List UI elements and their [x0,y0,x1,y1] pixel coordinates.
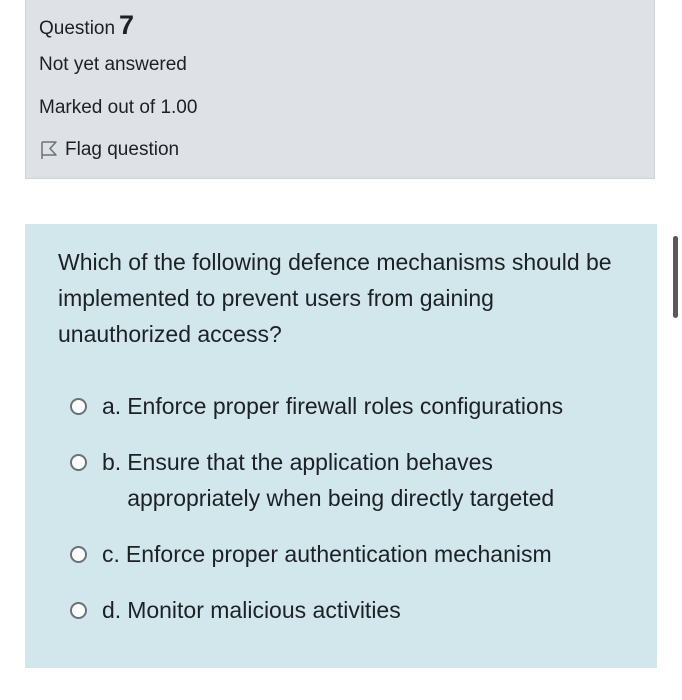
answer-text: Monitor malicious activities [127,597,401,623]
question-number: 7 [119,10,135,40]
answer-letter: d. [102,597,122,623]
answer-text: Ensure that the application behaves appropriately when being directly targeted [127,449,555,511]
flag-question-label: Flag question [65,139,180,160]
answer-option-b[interactable] [70,444,602,516]
flag-question-button[interactable] [39,139,179,161]
answer-option-c[interactable] [70,536,601,572]
question-label: Question [39,18,116,39]
answer-letter: b. [102,449,122,475]
flag-icon [39,140,59,160]
radio-unchecked-icon[interactable] [70,602,87,619]
question-title [39,10,134,41]
question-grade: Marked out of 1.00 [39,97,198,118]
answer-text: Enforce proper firewall roles configurations [127,393,564,419]
question-info-panel [25,0,655,179]
radio-unchecked-icon[interactable] [70,398,87,415]
scrollbar-thumb[interactable] [673,236,678,318]
radio-unchecked-icon[interactable] [70,546,87,563]
question-text: Which of the following defence mechanisms should be implemented to prevent users from gaining unauthorized access? [58,249,612,347]
answer-text: Enforce proper authentication mechanism [125,541,552,567]
answer-option-a[interactable] [70,388,602,424]
answer-letter: c. [102,541,120,567]
question-content-panel [25,224,657,668]
question-state: Not yet answered [39,54,187,75]
radio-unchecked-icon[interactable] [70,454,87,471]
answer-option-d[interactable] [70,592,602,628]
answer-letter: a. [102,393,122,419]
